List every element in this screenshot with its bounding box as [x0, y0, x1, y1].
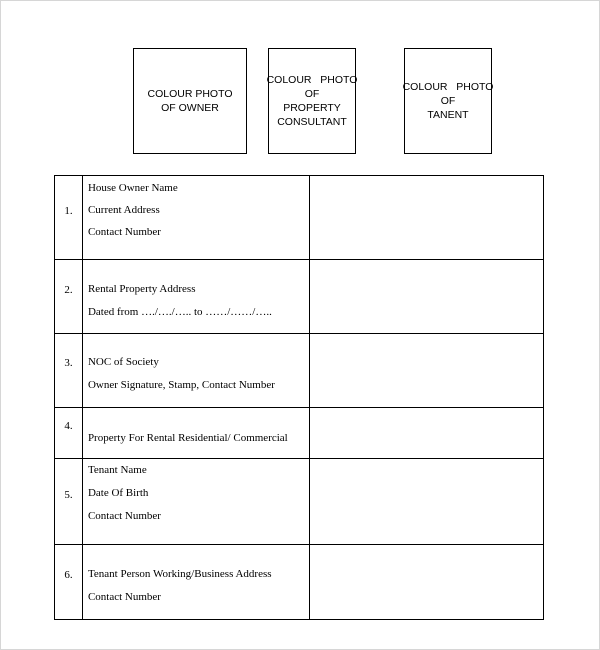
- field-label: Date Of Birth: [87, 487, 149, 499]
- field-value-cell[interactable]: [309, 176, 543, 260]
- field-label: Tenant Person Working/Business Address: [87, 568, 272, 580]
- field-label: Rental Property Address: [87, 283, 196, 295]
- row-number-cell: [55, 334, 83, 408]
- row-number: 1.: [64, 205, 73, 217]
- field-label: House Owner Name: [87, 182, 178, 194]
- field-label: Dated from …./…./….. to ……/……/…..: [87, 306, 272, 318]
- consultant-photo-label-line: COLOUR PHOTO: [266, 74, 358, 86]
- consultant-photo-label-line: OF: [304, 88, 320, 100]
- field-label-cell: [82, 334, 309, 408]
- field-label-cell: [82, 260, 309, 334]
- field-label-cell: [82, 408, 309, 459]
- field-label: Contact Number: [87, 510, 161, 522]
- row-number: 2.: [64, 284, 73, 296]
- row-number: 3.: [64, 357, 73, 369]
- table-row: [55, 545, 544, 620]
- owner-photo-label-line: COLOUR PHOTO: [147, 88, 233, 100]
- row-number-cell: [55, 260, 83, 334]
- owner-photo-box: [133, 48, 247, 154]
- field-value-cell[interactable]: [309, 260, 543, 334]
- table-row: [55, 334, 544, 408]
- tenant-photo-box: [404, 48, 492, 154]
- field-label: Tenant Name: [87, 464, 147, 476]
- field-label-cell: [82, 459, 309, 545]
- field-label-cell: [82, 176, 309, 260]
- consultant-photo-box: [268, 48, 356, 154]
- field-label: NOC of Society: [87, 356, 159, 368]
- table-row: [55, 408, 544, 459]
- row-number-cell: [55, 545, 83, 620]
- table-row: [55, 260, 544, 334]
- field-value-cell[interactable]: [309, 459, 543, 545]
- field-value-cell[interactable]: [309, 545, 543, 620]
- row-number-cell: [55, 459, 83, 545]
- consultant-photo-label-line: CONSULTANT: [277, 116, 347, 128]
- field-value-cell[interactable]: [309, 334, 543, 408]
- field-label: Property For Rental Residential/ Commercial: [87, 432, 288, 444]
- tenant-photo-label-line: COLOUR PHOTO: [402, 81, 494, 93]
- table-row: [55, 459, 544, 545]
- field-label-cell: [82, 545, 309, 620]
- field-label: Contact Number: [87, 226, 161, 238]
- table-row: [55, 176, 544, 260]
- row-number-cell: [55, 176, 83, 260]
- consultant-photo-label-line: PROPERTY: [283, 102, 341, 114]
- field-label: Contact Number: [87, 591, 161, 603]
- field-label: Owner Signature, Stamp, Contact Number: [87, 379, 275, 391]
- owner-photo-label-line: OF OWNER: [161, 102, 219, 114]
- tenant-photo-label-line: TANENT: [427, 109, 469, 121]
- field-label: Current Address: [87, 204, 160, 216]
- row-number-cell: [55, 408, 83, 459]
- row-number: 4.: [64, 420, 73, 432]
- rental-form-table: [54, 175, 544, 620]
- tenant-photo-label-line: OF: [440, 95, 456, 107]
- field-value-cell[interactable]: [309, 408, 543, 459]
- row-number: 6.: [64, 569, 73, 581]
- row-number: 5.: [64, 489, 73, 501]
